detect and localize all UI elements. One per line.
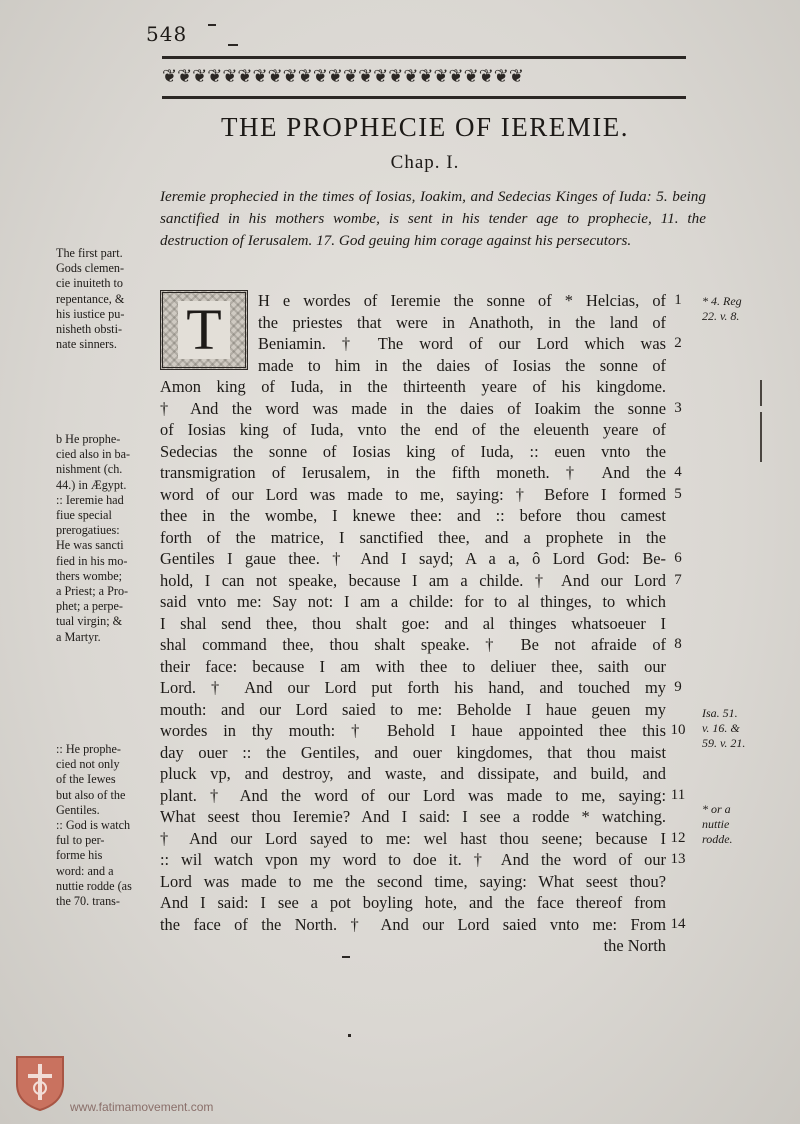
margin-note-line: nate sinners. bbox=[56, 337, 117, 352]
page-mark bbox=[342, 956, 350, 958]
text-line: said vnto me: Say not: I am a childe: for to al thinges, to which bbox=[160, 592, 666, 611]
text-line: wordes in thy mouth: † Behold I haue appointed thee this bbox=[160, 721, 666, 740]
text-line: the face of the North. † And our Lord saied vnto me: From bbox=[160, 914, 666, 934]
text-line: † And the word was made in the daies of Ioakim the sonne bbox=[160, 398, 666, 418]
text-line: Amon king of Iuda, in the thirteenth yeare of his kingdome. bbox=[160, 377, 666, 396]
margin-note-line: thers wombe; bbox=[56, 568, 123, 583]
text-line: hold, I can not speake, because I am a childe. † And our Lord bbox=[160, 570, 666, 590]
ornament-rule-top bbox=[162, 56, 686, 59]
margin-note-line: 44.) in Ægypt. bbox=[56, 477, 127, 492]
page-number: 548 bbox=[146, 22, 188, 46]
verse-number: 1 bbox=[674, 292, 682, 308]
right-margin-ref-isa bbox=[702, 706, 772, 751]
verse-number: 7 bbox=[674, 571, 682, 588]
text-line: What seest thou Ieremie? And I said: I see a rodde * watching. bbox=[160, 807, 666, 826]
margin-bar bbox=[760, 412, 762, 462]
margin-note-line: but also of the bbox=[56, 787, 126, 802]
left-margin-note-gentiles bbox=[56, 742, 154, 909]
margin-note-line: phet; a perpe- bbox=[56, 599, 123, 614]
text-line: † And our Lord sayed to me: wel hast thou seene; because I bbox=[160, 828, 666, 848]
verse-number: 10 bbox=[670, 722, 686, 738]
page-mark bbox=[348, 1034, 351, 1037]
scripture-text bbox=[160, 290, 666, 957]
margin-note-line: forme his bbox=[56, 848, 103, 863]
margin-note-line: Gentiles. bbox=[56, 802, 100, 817]
text-line: the North bbox=[603, 936, 666, 955]
verse-number: 3 bbox=[674, 399, 682, 416]
text-line: day ouer :: the Gentiles, and ouer kingdomes, that thou maist bbox=[160, 742, 666, 762]
watermark-url: www.fatimamovement.com bbox=[70, 1100, 214, 1114]
text-line: Lord. † And our Lord put forth his hand, and touched my bbox=[160, 678, 666, 697]
verse-number: 13 bbox=[670, 851, 686, 867]
verse-number: 12 bbox=[670, 829, 686, 846]
dropcap-letter: T bbox=[178, 301, 229, 359]
chapter-argument: Ieremie prophecied in the times of Iosias, Ioakim, and Sedecias Kinges of Iuda: 5. being sanctified in his mothers wombe, is sent in his tender age to prophecie, 11. the destruction of Ierusalem. 17. God geuing him corage against his persecutors. bbox=[160, 188, 706, 249]
text-line: And I said: I see a pot boyling hote, and the face thereof from bbox=[160, 893, 666, 912]
margin-note-line: 59. v. 21. bbox=[702, 736, 746, 750]
text-line: their face: because I am with thee to deliuer thee, saith our bbox=[160, 656, 666, 676]
verse-number: 6 bbox=[674, 550, 682, 566]
margin-note-line: prerogatiues: bbox=[56, 523, 120, 538]
text-line: plant. † And the word of our Lord was made to me, saying: bbox=[160, 785, 666, 805]
margin-note-line: The first part. bbox=[56, 246, 123, 260]
text-line: Gentiles I gaue thee. † And I sayd; A a a, ô Lord God: Be- bbox=[160, 549, 666, 568]
text-line: :: wil watch vpon my word to doe it. † And the word of our bbox=[160, 850, 666, 869]
page-mark bbox=[208, 24, 216, 26]
margin-note-line: 22. v. 8. bbox=[702, 309, 740, 323]
margin-note-line: Gods clemen- bbox=[56, 261, 125, 276]
margin-note-line: fied in his mo- bbox=[56, 553, 128, 568]
verse-number: 9 bbox=[674, 679, 682, 695]
margin-note-line: nuttie bbox=[702, 817, 730, 831]
margin-note-line: the 70. trans- bbox=[56, 894, 120, 909]
verse-number: 5 bbox=[674, 485, 682, 502]
right-margin-ref-4-reg bbox=[702, 294, 772, 324]
text-line: H e wordes of Ieremie the sonne of * Helcias, of bbox=[258, 291, 666, 310]
text-line: forth of the matrice, I sanctified thee, and a prophete in the bbox=[160, 527, 666, 547]
margin-note-line: nishment (ch. bbox=[56, 462, 123, 477]
margin-note-line: his iustice pu- bbox=[56, 306, 125, 321]
margin-note-line: cied also in ba- bbox=[56, 447, 131, 462]
verse-number: 8 bbox=[674, 636, 682, 652]
text-line: I shal send thee, thou shalt goe: and al thinges whatsoeuer I bbox=[160, 613, 666, 633]
margin-note-line: a Priest; a Pro- bbox=[56, 584, 129, 599]
text-line: of Iosias king of Iuda, vnto the end of the eleuenth yeare of bbox=[160, 420, 666, 439]
text-line: Lord was made to me the second time, saying: What seest thou? bbox=[160, 871, 666, 891]
page-mark bbox=[228, 44, 238, 46]
margin-note-line: :: Ieremie had bbox=[56, 492, 124, 507]
text-line: pluck vp, and destroy, and waste, and dissipate, and build, and bbox=[160, 764, 666, 783]
fatima-movement-shield-logo bbox=[14, 1054, 66, 1112]
margin-note-line: cie inuiteth to bbox=[56, 276, 124, 291]
text-line: transmigration of Ierusalem, in the fifth moneth. † And the bbox=[160, 463, 666, 482]
text-line: thee in the wombe, I knewe thee: and :: before thou camest bbox=[160, 506, 666, 525]
text-line: mouth: and our Lord saied to me: Beholde I haue geuen my bbox=[160, 699, 666, 719]
margin-note-line: He was sancti bbox=[56, 538, 124, 553]
verse-number: 14 bbox=[670, 915, 686, 932]
verse-number: 2 bbox=[674, 335, 682, 351]
margin-bar bbox=[760, 380, 762, 406]
ornament-glyphs: ❦❦❦❦❦❦❦❦❦❦❦❦❦❦❦❦❦❦❦❦❦❦❦❦ bbox=[162, 66, 524, 87]
margin-note-line: tual virgin; & bbox=[56, 614, 123, 629]
margin-note-line: fiue special bbox=[56, 508, 112, 523]
margin-note-line: nisheth obsti- bbox=[56, 322, 123, 337]
margin-note-line: * 4. Reg bbox=[702, 294, 742, 308]
text-line: word of our Lord was made to me, saying: † Before I formed bbox=[160, 484, 666, 504]
book-title: THE PROPHECIE OF IEREMIE. bbox=[221, 112, 629, 142]
margin-note-line: of the Iewes bbox=[56, 772, 116, 787]
ornament-rule-bottom bbox=[162, 96, 686, 99]
margin-note-line: b He prophe- bbox=[56, 432, 121, 446]
text-line: Beniamin. † The word of our Lord which was bbox=[258, 334, 666, 353]
margin-note-line: nuttie rodde (as bbox=[56, 878, 132, 893]
chapter-heading: Chap. I. bbox=[390, 152, 460, 173]
margin-note-line: ful to per- bbox=[56, 833, 105, 848]
text-line: Sedecias the sonne of Iosias king of Iuda, :: euen vnto the bbox=[160, 441, 666, 461]
left-margin-note-prerogatives bbox=[56, 432, 154, 645]
margin-note-line: :: He prophe- bbox=[56, 742, 121, 756]
margin-note-line: :: God is watch bbox=[56, 818, 131, 833]
margin-note-line: rodde. bbox=[702, 832, 733, 846]
margin-note-line: Isa. 51. bbox=[702, 706, 738, 720]
margin-note-line: word: and a bbox=[56, 863, 114, 878]
margin-note-line: * or a bbox=[702, 802, 731, 816]
margin-note-line: a Martyr. bbox=[56, 629, 101, 644]
right-margin-note-nuttie-rodde bbox=[702, 802, 772, 847]
text-line: shal command thee, thou shalt speake. † Be not afraide of bbox=[160, 635, 666, 654]
ornament-band bbox=[162, 64, 686, 90]
margin-note-line: v. 16. & bbox=[702, 721, 740, 735]
verse-number: 4 bbox=[674, 464, 682, 480]
left-margin-note-first-part bbox=[56, 246, 154, 352]
margin-note-line: cied not only bbox=[56, 757, 120, 772]
margin-note-line: repentance, & bbox=[56, 291, 125, 306]
verse-number: 11 bbox=[670, 786, 686, 803]
text-line: made to him in the daies of Iosias the sonne of bbox=[258, 355, 666, 375]
text-line: the priestes that were in Anathoth, in the land of bbox=[258, 312, 666, 332]
